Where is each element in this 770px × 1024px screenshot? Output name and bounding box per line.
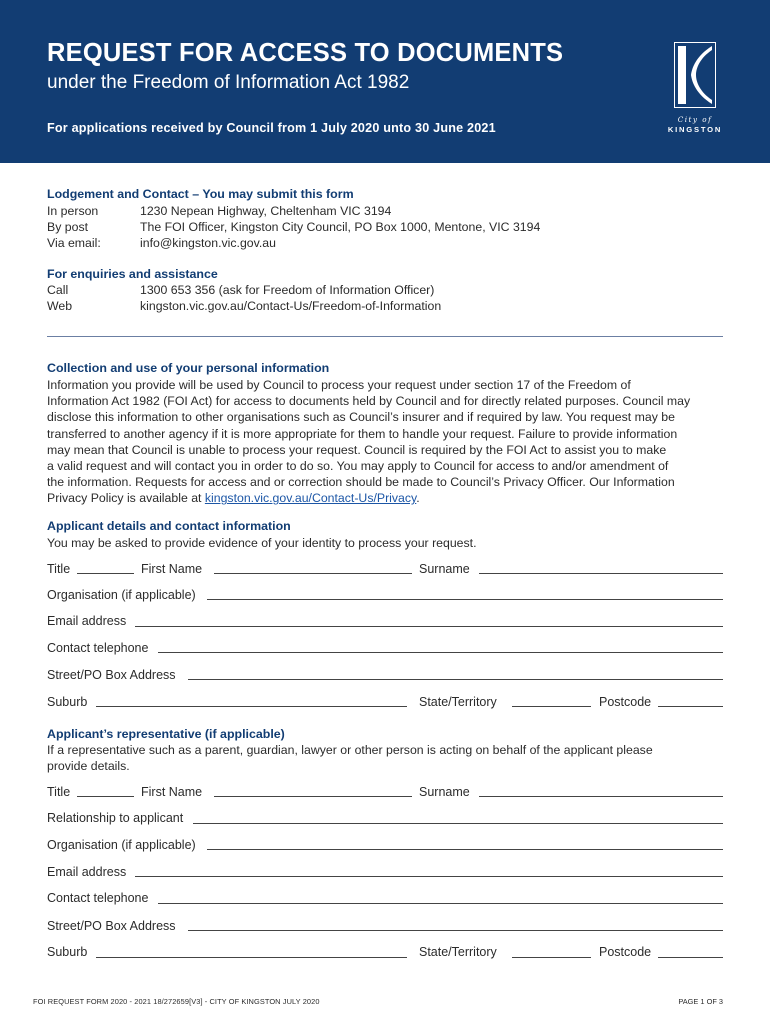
- applicant-organisation-label: Organisation (if applicable): [47, 588, 196, 602]
- representative-first-name-label: First Name: [141, 785, 203, 799]
- lodgement-value-address: 1230 Nepean Highway, Cheltenham VIC 3194: [140, 204, 392, 218]
- enquiries-value-web[interactable]: kingston.vic.gov.au/Contact-Us/Freedom-of-Information: [140, 299, 442, 313]
- lodgement-heading: Lodgement and Contact – You may submit this form: [47, 187, 354, 201]
- applicant-suburb-label: Suburb: [47, 695, 88, 709]
- applicant-surname-label: Surname: [419, 562, 470, 576]
- footer-document-reference: FOI REQUEST FORM 2020 - 2021 18/272659[V3] - CITY OF KINGSTON JULY 2020: [33, 997, 320, 1006]
- applicant-street-field[interactable]: [188, 679, 723, 680]
- representative-relationship-field[interactable]: [193, 823, 723, 824]
- representative-telephone-label: Contact telephone: [47, 891, 149, 905]
- applicant-state-label: State/Territory: [419, 695, 497, 709]
- privacy-suffix: .: [416, 491, 420, 506]
- representative-suburb-label: Suburb: [47, 945, 88, 959]
- page-title: REQUEST FOR ACCESS TO DOCUMENTS: [47, 39, 564, 67]
- collection-heading: Collection and use of your personal information: [47, 361, 330, 375]
- representative-street-field[interactable]: [188, 930, 723, 931]
- representative-suburb-field[interactable]: [96, 957, 407, 958]
- applicant-state-field[interactable]: [512, 706, 591, 707]
- applicant-first-name-label: First Name: [141, 562, 203, 576]
- section-divider: [47, 336, 723, 337]
- kingston-k-mark-icon: [674, 42, 716, 108]
- lodgement-label-email: Via email:: [47, 236, 101, 250]
- representative-surname-label: Surname: [419, 785, 470, 799]
- collection-line: may mean that Council is unable to process your request. Council is required by the FOI Act to assist you to make: [47, 442, 667, 457]
- footer-page-number: PAGE 1 OF 3: [678, 997, 723, 1006]
- applicant-telephone-label: Contact telephone: [47, 641, 149, 655]
- applicant-title-label: Title: [47, 562, 71, 576]
- enquiries-label-call: Call: [47, 283, 69, 297]
- collection-line: disclose this information to other organisations such as Council’s insurer and if required by law. You request may be: [47, 410, 675, 425]
- applicant-email-field[interactable]: [135, 626, 723, 627]
- representative-organisation-field[interactable]: [207, 849, 723, 850]
- collection-line: Information you provide will be used by Council to process your request under section 17 of the Freedom of: [47, 378, 631, 392]
- collection-line: Information Act 1982 (FOI Act) for access to documents held by Council and for directly related purposes. Council may: [47, 394, 691, 409]
- representative-postcode-field[interactable]: [658, 957, 723, 958]
- representative-state-field[interactable]: [512, 957, 591, 958]
- representative-state-label: State/Territory: [419, 945, 497, 959]
- representative-first-name-field[interactable]: [214, 796, 412, 797]
- applicant-telephone-field[interactable]: [158, 652, 723, 653]
- collection-line: transferred to another agency if it is more appropriate for them to handle your request. Failure to provide information: [47, 426, 678, 441]
- lodgement-label-post: By post: [47, 220, 89, 234]
- applicant-street-label: Street/PO Box Address: [47, 668, 176, 682]
- logo-name-text: KINGSTON: [667, 125, 723, 134]
- representative-intro-line1: If a representative such as a parent, guardian, lawyer or other person is acting on behalf of the applicant please: [47, 743, 653, 757]
- representative-heading: Applicant’s representative (if applicable): [47, 727, 285, 741]
- representative-telephone-field[interactable]: [158, 903, 723, 904]
- collection-line: the information. Requests for access and or correction should be made to Council’s Privacy Officer. Our Information: [47, 475, 675, 490]
- privacy-prefix: Privacy Policy is available at: [47, 491, 205, 506]
- applicant-organisation-field[interactable]: [207, 599, 723, 600]
- representative-relationship-label: Relationship to applicant: [47, 811, 184, 825]
- representative-surname-field[interactable]: [479, 796, 723, 797]
- collection-line: a valid request and will contact you in order to do so. You may apply to Council for access to and/or amendment of: [47, 459, 669, 474]
- applicant-first-name-field[interactable]: [214, 573, 412, 574]
- logo-city-text: City of: [677, 115, 713, 124]
- applicant-postcode-label: Postcode: [599, 695, 652, 709]
- representative-street-label: Street/PO Box Address: [47, 919, 176, 933]
- applicant-surname-field[interactable]: [479, 573, 723, 574]
- enquiries-label-web: Web: [47, 299, 73, 313]
- applicant-heading: Applicant details and contact information: [47, 519, 291, 533]
- applicant-suburb-field[interactable]: [96, 706, 407, 707]
- representative-title-label: Title: [47, 785, 71, 799]
- city-of-kingston-logo: [662, 42, 728, 138]
- applicant-intro: You may be asked to provide evidence of your identity to process your request.: [47, 536, 477, 550]
- representative-email-field[interactable]: [135, 876, 723, 877]
- representative-title-field[interactable]: [77, 796, 134, 797]
- lodgement-value-post: The FOI Officer, Kingston City Council, PO Box 1000, Mentone, VIC 3194: [140, 220, 541, 234]
- lodgement-value-email[interactable]: info@kingston.vic.gov.au: [140, 236, 276, 250]
- representative-intro-line2: provide details.: [47, 759, 130, 773]
- applicant-title-field[interactable]: [77, 573, 134, 574]
- representative-organisation-label: Organisation (if applicable): [47, 838, 196, 852]
- collection-paragraph: [47, 377, 727, 507]
- lodgement-label-in-person: In person: [47, 204, 99, 218]
- applicant-postcode-field[interactable]: [658, 706, 723, 707]
- enquiries-heading: For enquiries and assistance: [47, 267, 218, 281]
- applicant-email-label: Email address: [47, 614, 127, 628]
- privacy-policy-link[interactable]: kingston.vic.gov.au/Contact-Us/Privacy: [204, 491, 417, 506]
- page-subtitle: under the Freedom of Information Act 1982: [47, 72, 410, 93]
- header-banner: [0, 0, 770, 163]
- application-period-note: For applications received by Council from 1 July 2020 unto 30 June 2021: [47, 121, 496, 135]
- representative-postcode-label: Postcode: [599, 945, 652, 959]
- collection-line-last: [47, 490, 727, 506]
- enquiries-value-call: 1300 653 356 (ask for Freedom of Information Officer): [140, 283, 435, 297]
- representative-email-label: Email address: [47, 865, 127, 879]
